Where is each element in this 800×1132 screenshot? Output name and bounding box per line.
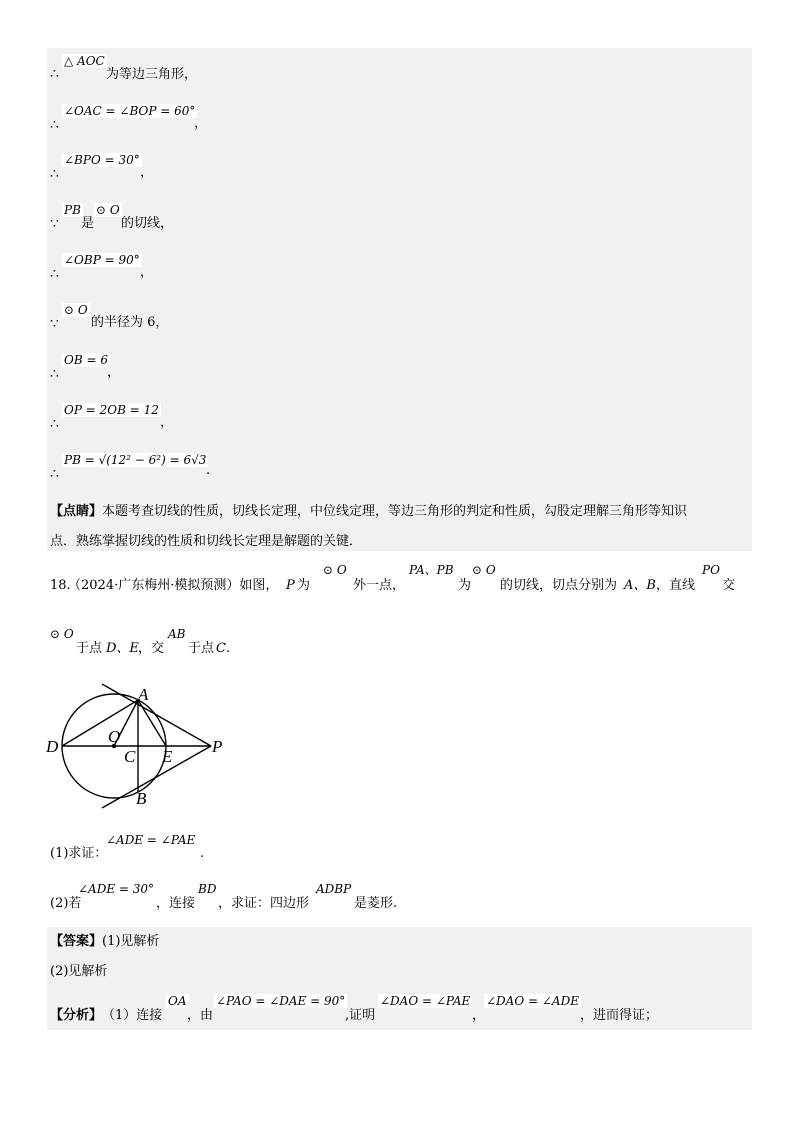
math-circle-o: ⊙ O: [50, 627, 74, 641]
math-circle-o: ⊙ O: [323, 563, 347, 577]
math-a-b: A、B: [624, 578, 656, 593]
therefore-symbol: ∴: [50, 166, 59, 182]
tangent-pb: [102, 746, 211, 808]
part-text: 是菱形.: [354, 896, 398, 911]
math-bd: BD: [198, 882, 217, 896]
review-text: 本题考查切线的性质，切线长定理，中位线定理，等边三角形的判定和性质，勾股定理解三角形等知识: [102, 504, 688, 519]
analysis-text: （1）连接: [102, 1008, 163, 1023]
label-e: E: [162, 747, 173, 766]
math-adbp: ADBP: [316, 882, 352, 896]
review-text: 点．熟练掌握切线的性质和切线长定理是解题的关键．: [50, 534, 363, 549]
therefore-symbol: ∴: [50, 366, 59, 382]
math-d-e: D、E: [106, 641, 139, 656]
proof-text: ，: [140, 265, 154, 280]
therefore-symbol: ∴: [50, 466, 59, 482]
question-text: 的切线，切点分别为: [500, 578, 618, 593]
question-source: （2024·广东梅州·模拟预测）如图，: [68, 578, 279, 593]
analysis-text: ，由: [187, 1008, 214, 1023]
answer-label: 【答案】: [50, 934, 103, 949]
label-c: C: [124, 747, 136, 766]
math-circle-o: ⊙ O: [64, 303, 88, 317]
proof-text: 为等边三角形，: [106, 67, 198, 82]
label-a: A: [138, 685, 149, 704]
proof-text: ，: [140, 165, 154, 180]
proof-text: ，: [107, 365, 121, 380]
math-ab: AB: [168, 627, 186, 641]
proof-text: ，: [160, 415, 174, 430]
question-text: 交: [722, 578, 736, 593]
part-text: ，求证：四边形: [218, 896, 310, 911]
part2-label: (2)若: [50, 896, 82, 911]
therefore-symbol: ∴: [50, 66, 59, 82]
label-d: D: [46, 737, 59, 756]
math-oa: OA: [168, 994, 187, 1008]
math-angle-pao-dae: ∠PAO = ∠DAE = 90°: [216, 994, 346, 1008]
question-text: .: [226, 641, 231, 656]
because-symbol: ∵: [50, 316, 59, 332]
proof-text: .: [206, 463, 211, 478]
math-circle-o: ⊙ O: [96, 203, 120, 217]
part1-label: (1)求证：: [50, 846, 108, 861]
math-pa-pb: PA、PB: [409, 563, 454, 577]
review-label: 【点睛】: [50, 504, 103, 519]
math-angle-ade-30: ∠ADE = 30°: [78, 882, 155, 896]
question-number: 18.: [50, 578, 71, 593]
math-angle-dao-pae: ∠DAO = ∠PAE: [380, 994, 471, 1008]
proof-text: 是: [81, 216, 95, 231]
question-text: 于点: [188, 641, 215, 656]
geometry-figure: [40, 678, 280, 818]
math-po: PO: [702, 563, 720, 577]
math-op: OP = 2OB = 12: [64, 403, 159, 417]
question-text: 为: [297, 578, 311, 593]
math-angle-dao-ade: ∠DAO = ∠ADE: [486, 994, 579, 1008]
therefore-symbol: ∴: [50, 117, 59, 133]
segment-ae: [138, 700, 166, 746]
label-o: O: [108, 727, 121, 746]
analysis-text: ,证明: [345, 1008, 376, 1023]
proof-text: 的切线，: [121, 216, 174, 231]
proof-text: 的半径为 6，: [91, 315, 169, 330]
part-text: ，连接: [156, 896, 196, 911]
analysis-text: ，进而得证；: [580, 1008, 659, 1023]
math-angle-bpo: ∠BPO = 30°: [64, 153, 140, 167]
math-pb-result: PB = √(12² − 6²) = 6√3: [64, 453, 207, 467]
analysis-label: 【分析】: [50, 1008, 103, 1023]
math-angle-ade-pae: ∠ADE = ∠PAE: [106, 833, 196, 847]
math-c: C: [216, 641, 226, 656]
math-angle-oac: ∠OAC = ∠BOP = 60°: [64, 104, 196, 118]
math-ob: OB = 6: [64, 353, 108, 367]
proof-text: ，: [194, 116, 208, 131]
therefore-symbol: ∴: [50, 266, 59, 282]
question-text: 外一点，: [353, 578, 406, 593]
question-text: 为: [458, 578, 472, 593]
answer-text: (2)见解析: [50, 964, 108, 979]
label-b: B: [136, 789, 147, 808]
math-circle-o: ⊙ O: [472, 563, 496, 577]
question-text: ，直线: [656, 578, 696, 593]
math-angle-obp: ∠OBP = 90°: [64, 253, 140, 267]
label-p: P: [212, 737, 223, 756]
math-p: P: [286, 578, 295, 593]
math-pb: PB: [64, 203, 81, 217]
question-text: ，交: [138, 641, 165, 656]
because-symbol: ∵: [50, 216, 59, 232]
part-text: .: [200, 846, 205, 861]
solution-block: [47, 48, 752, 551]
analysis-text: ，: [472, 1008, 486, 1023]
question-text: 于点: [76, 641, 103, 656]
therefore-symbol: ∴: [50, 416, 59, 432]
answer-text: (1)见解析: [102, 934, 160, 949]
math-triangle-aoc: △ AOC: [64, 54, 105, 68]
